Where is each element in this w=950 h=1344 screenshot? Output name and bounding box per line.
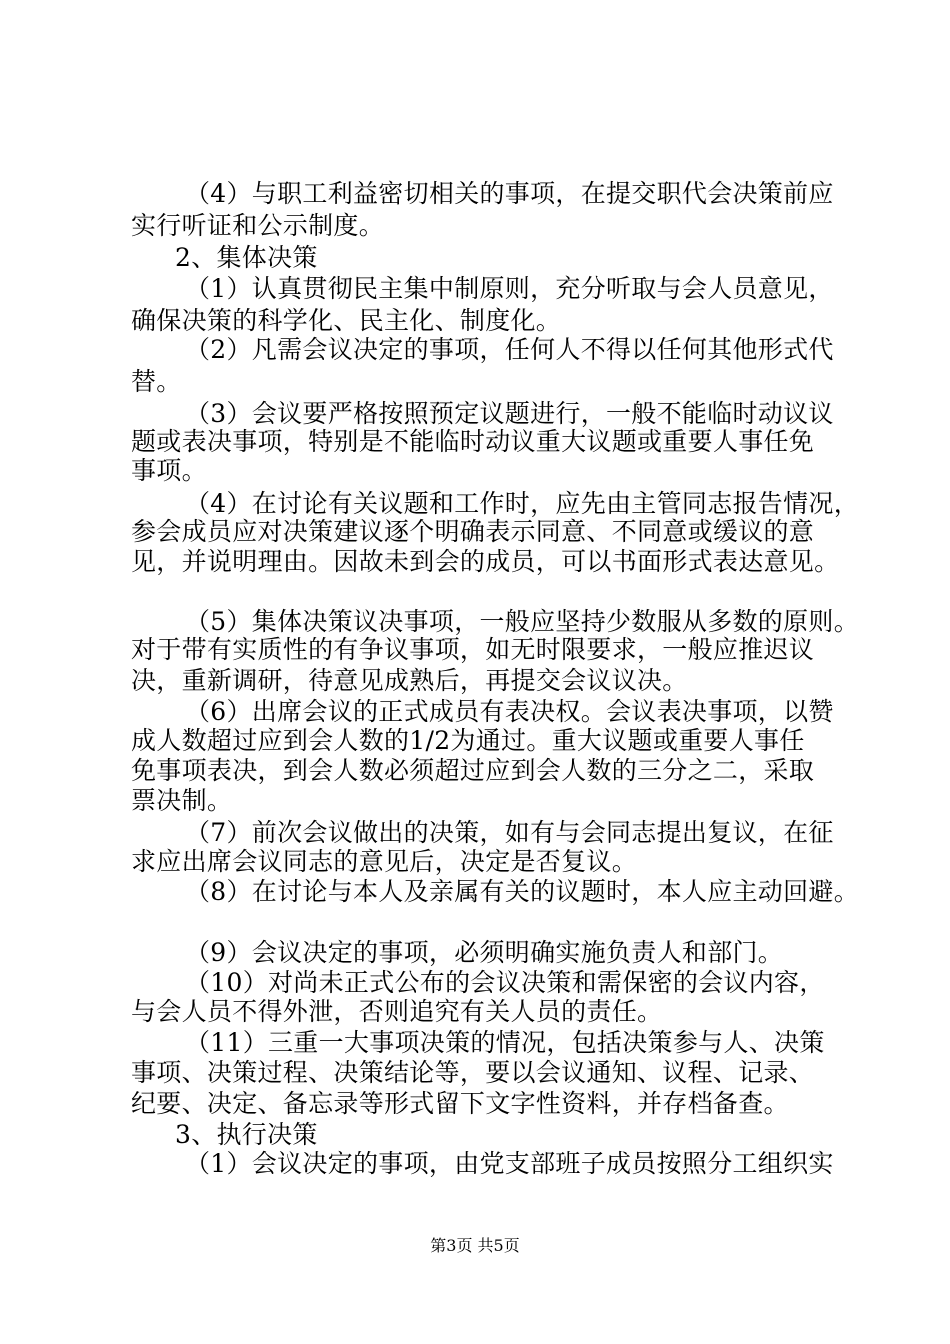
text-line: （4）与职工利益密切相关的事项，在提交职代会决策前应 [185,179,834,208]
text-line: 实行听证和公示制度。 [131,211,385,240]
text-line: 见，并说明理由。因故未到会的成员，可以书面形式表达意见。 [131,547,840,576]
text-line: （6）出席会议的正式成员有表决权。会议表决事项，以赞 [185,697,834,726]
text-line: （3）会议要严格按照预定议题进行，一般不能临时动议议 [185,399,834,428]
text-line: 与会人员不得外泄，否则追究有关人员的责任。 [131,997,663,1026]
text-line: 决，重新调研，待意见成熟后，再提交会议议决。 [131,666,688,695]
text-line: （4）在讨论有关议题和工作时，应先由主管同志报告情况， [185,489,860,518]
text-line: 免事项表决，到会人数必须超过应到会人数的三分之二，采取 [131,756,815,785]
text-line: 对于带有实质性的有争议事项，如无时限要求，一般应推迟议 [131,635,815,664]
text-line: 题或表决事项，特别是不能临时动议重大议题或重要人事任免 [131,427,815,456]
text-line: 纪要、决定、备忘录等形式留下文字性资料，并存档备查。 [131,1089,789,1118]
text-line: （11）三重一大事项决策的情况，包括决策参与人、决策 [185,1028,825,1057]
text-line: （1）认真贯彻民主集中制原则，充分听取与会人员意见， [185,274,834,303]
text-line: 参会成员应对决策建议逐个明确表示同意、不同意或缓议的意 [131,517,815,546]
text-line: （10）对尚未正式公布的会议决策和需保密的会议内容， [185,968,825,997]
text-line: 事项、决策过程、决策结论等，要以会议通知、议程、记录、 [131,1058,815,1087]
text-line: 成人数超过应到会人数的1/2为通过。重大议题或重要人事任 [131,726,805,755]
section-heading: 3、执行决策 [175,1120,318,1149]
text-line: （8）在讨论与本人及亲属有关的议题时，本人应主动回避。 [185,877,860,906]
text-line: 求应出席会议同志的意见后，决定是否复议。 [131,847,638,876]
text-line: 替。 [131,367,182,396]
text-line: （9）会议决定的事项，必须明确实施负责人和部门。 [185,938,784,967]
text-line: （2）凡需会议决定的事项，任何人不得以任何其他形式代 [185,335,834,364]
text-line: （1）会议决定的事项，由党支部班子成员按照分工组织实 [185,1149,834,1178]
text-line: （5）集体决策议决事项，一般应坚持少数服从多数的原则。 [185,607,860,636]
text-line: （7）前次会议做出的决策，如有与会同志提出复议，在征 [185,818,834,847]
text-line: 确保决策的科学化、民主化、制度化。 [131,306,562,335]
text-line: 票决制。 [131,786,233,815]
section-heading: 2、集体决策 [175,243,318,272]
page-number-footer: 第3页 共5页 [430,1236,520,1255]
text-line: 事项。 [131,456,207,485]
